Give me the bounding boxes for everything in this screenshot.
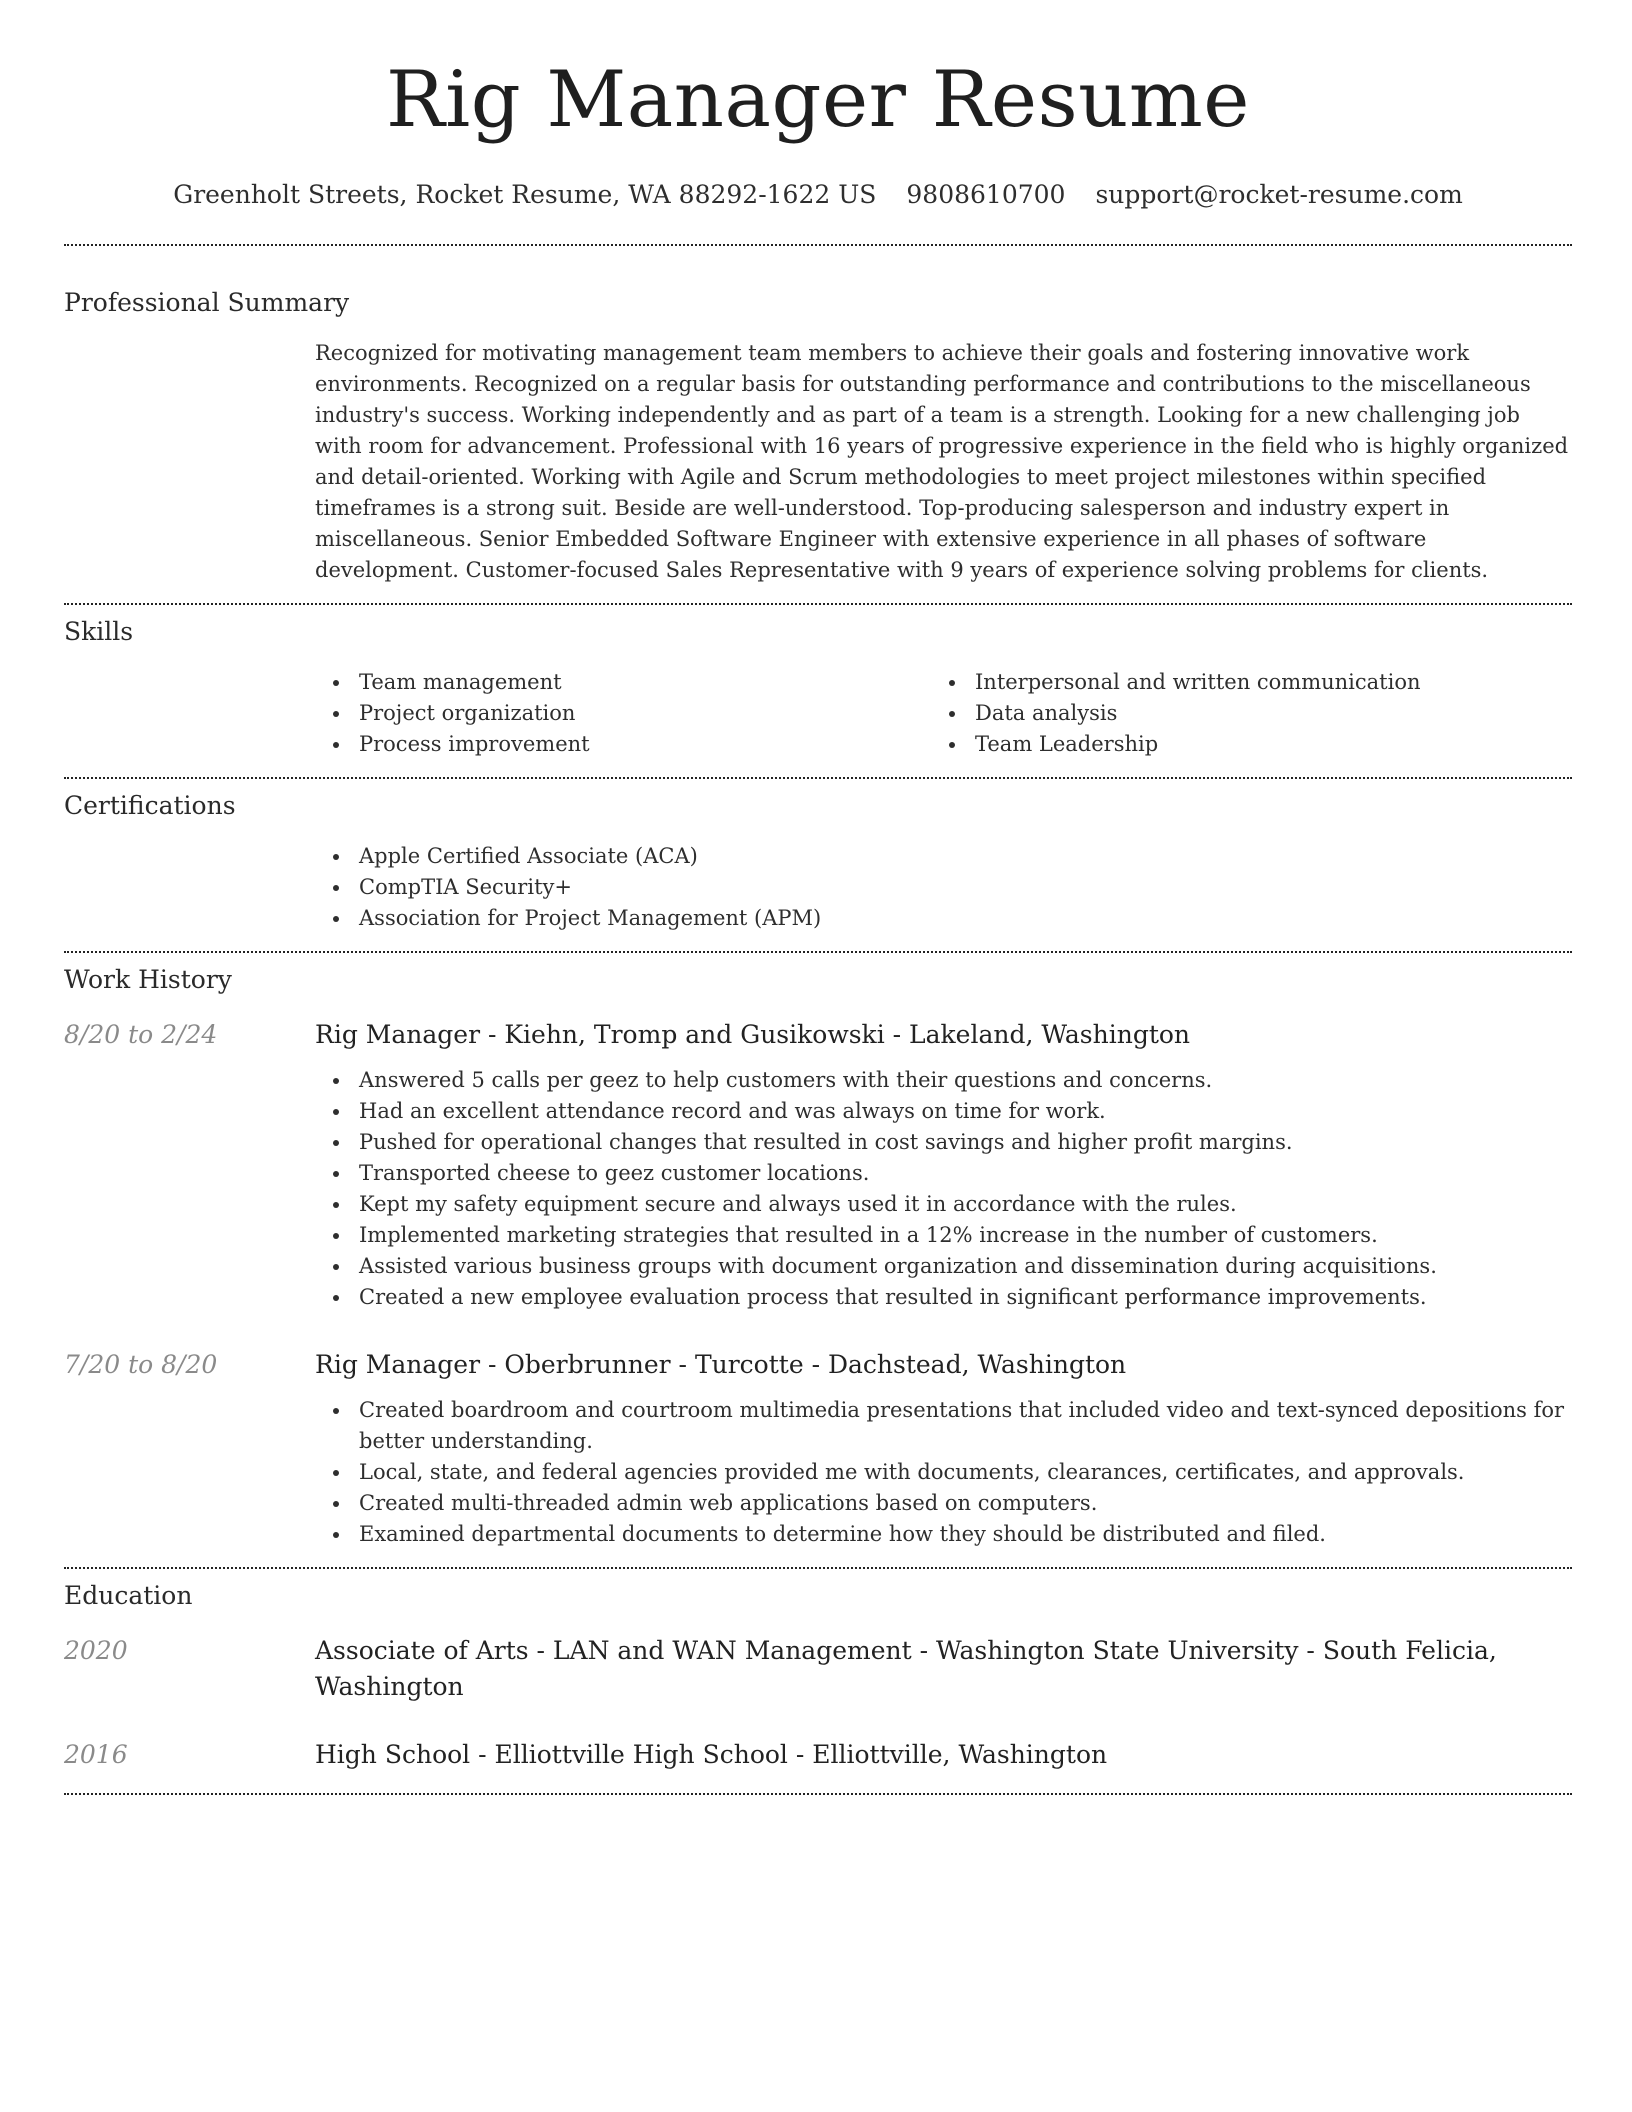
contact-email: support@rocket-resume.com xyxy=(1095,180,1463,209)
resume-title: Rig Manager Resume xyxy=(386,55,1250,145)
education-entry xyxy=(64,1737,1572,1773)
job-bullet: Had an excellent attendance record and was always on time for work. xyxy=(315,1096,1572,1127)
contact-phone: 9808610700 xyxy=(906,180,1066,209)
job-bullet: Transported cheese to geez customer locations. xyxy=(315,1158,1572,1189)
education-year: 2016 xyxy=(64,1740,128,1769)
skill-item: Project organization xyxy=(315,698,931,729)
education-title: High School - Elliottville High School - Elliottville, Washington xyxy=(315,1740,1108,1769)
summary-text: Recognized for motivating management team members to achieve their goals and fostering innovative work environments. Recognized on a regular basis for outstanding performance and contributions to the miscellaneous industry's success. Working independently and as part of a team is a strength. Looking for a new challenging job with room for advancement. Professional with 16 years of progressive experience in the field who is highly organized and detail-oriented. Working with Agile and Scrum methodologies to meet project milestones within specified timeframes is a strong suit. Beside are well-understood. Top-producing salesperson and industry expert in miscellaneous. Senior Embedded Software Engineer with extensive experience in all phases of software development. Customer-focused Sales Representative with 9 years of experience solving problems for clients. xyxy=(315,341,1569,582)
summary-heading: Professional Summary xyxy=(64,288,350,317)
job-bullet: Pushed for operational changes that resulted in cost savings and higher profit margins. xyxy=(315,1127,1572,1158)
skill-item: Team management xyxy=(315,667,931,698)
job-dates: 8/20 to 2/24 xyxy=(64,1020,218,1049)
skills-heading: Skills xyxy=(64,617,134,646)
skill-item: Team Leadership xyxy=(931,729,1547,760)
job-entry xyxy=(64,1347,1572,1550)
job-bullet: Local, state, and federal agencies provided me with documents, clearances, certificates, and approvals. xyxy=(315,1457,1572,1488)
certification-item: CompTIA Security+ xyxy=(315,872,1572,903)
divider xyxy=(64,951,1572,953)
certifications-list xyxy=(315,841,1572,934)
divider xyxy=(64,1793,1572,1795)
job-bullet: Assisted various business groups with document organization and dissemination during acquisitions. xyxy=(315,1251,1572,1282)
skill-item: Data analysis xyxy=(931,698,1547,729)
resume-page xyxy=(64,0,1572,1795)
job-title: Rig Manager - Oberbrunner - Turcotte - Dachstead, Washington xyxy=(315,1350,1127,1379)
certifications-heading: Certifications xyxy=(64,791,236,820)
job-bullets xyxy=(315,1395,1572,1550)
education-entry xyxy=(64,1633,1572,1705)
certification-item: Association for Project Management (APM) xyxy=(315,903,1572,934)
skills-list xyxy=(315,667,1572,760)
skills-column-left xyxy=(315,667,931,760)
job-bullet: Created multi-threaded admin web applications based on computers. xyxy=(315,1488,1572,1519)
job-bullet: Examined departmental documents to determine how they should be distributed and filed. xyxy=(315,1519,1572,1550)
job-bullet: Implemented marketing strategies that resulted in a 12% increase in the number of customers. xyxy=(315,1220,1572,1251)
education-year: 2020 xyxy=(64,1636,128,1665)
skill-item: Process improvement xyxy=(315,729,931,760)
job-bullet: Kept my safety equipment secure and always used it in accordance with the rules. xyxy=(315,1189,1572,1220)
job-bullets xyxy=(315,1065,1572,1313)
divider xyxy=(64,244,1572,246)
divider xyxy=(64,777,1572,779)
education-title: Associate of Arts - LAN and WAN Management - Washington State University - South Felicia, Washington xyxy=(315,1636,1497,1701)
divider xyxy=(64,1567,1572,1569)
job-title: Rig Manager - Kiehn, Tromp and Gusikowski - Lakeland, Washington xyxy=(315,1020,1191,1049)
education-heading: Education xyxy=(64,1581,193,1610)
divider xyxy=(64,603,1572,605)
job-entry xyxy=(64,1017,1572,1313)
job-dates: 7/20 to 8/20 xyxy=(64,1350,218,1379)
job-bullet: Created boardroom and courtroom multimedia presentations that included video and text-synced depositions for better understanding. xyxy=(315,1395,1572,1457)
certification-item: Apple Certified Associate (ACA) xyxy=(315,841,1572,872)
job-bullet: Answered 5 calls per geez to help customers with their questions and concerns. xyxy=(315,1065,1572,1096)
skill-item: Interpersonal and written communication xyxy=(931,667,1547,698)
work-history-heading: Work History xyxy=(64,965,232,994)
skills-column-right xyxy=(931,667,1547,760)
job-bullet: Created a new employee evaluation process that resulted in significant performance improvements. xyxy=(315,1282,1572,1313)
contact-address: Greenholt Streets, Rocket Resume, WA 88292-1622 US xyxy=(173,180,877,209)
contact-line xyxy=(64,178,1572,212)
